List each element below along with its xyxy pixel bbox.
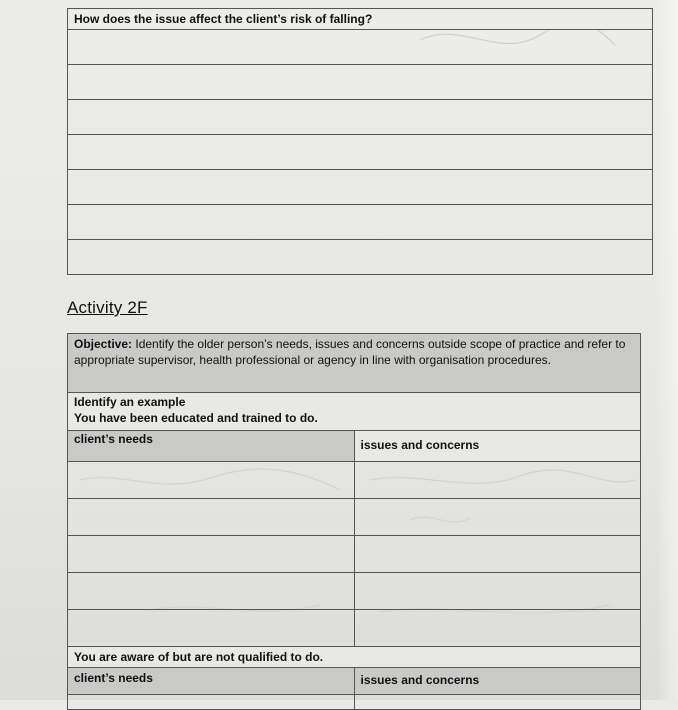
needs-cell[interactable] [68,536,355,573]
fall-risk-table [67,8,653,275]
fall-risk-question: How does the issue affect the client’s risk of falling? [68,9,653,30]
issues-cell[interactable] [354,695,641,710]
objective-label: Objective: [74,337,133,351]
answer-line[interactable] [68,100,653,135]
objective-cell [68,334,641,393]
example-line-2: You have been educated and trained to do. [74,411,318,425]
page-margin [656,0,678,700]
issues-cell[interactable] [354,610,641,647]
answer-line[interactable] [68,30,653,65]
issues-cell[interactable] [354,462,641,499]
example-line-1: Identify an example [74,395,186,409]
answer-line[interactable] [68,240,653,275]
answer-line[interactable] [68,65,653,100]
issues-cell[interactable] [354,573,641,610]
answer-line[interactable] [68,135,653,170]
activity-heading: Activity 2F [67,298,148,317]
activity-table [67,333,641,710]
needs-cell[interactable] [68,462,355,499]
answer-line[interactable] [68,170,653,205]
objective-text: Identify the older person’s needs, issues and concerns outside scope of practice and refer to appropriate supervisor, health professional or agency in line with organisation procedures. [74,337,626,367]
col-header-needs: client’s needs [68,431,355,462]
example-cell [68,393,641,431]
answer-line[interactable] [68,205,653,240]
needs-cell[interactable] [68,610,355,647]
needs-cell[interactable] [68,499,355,536]
needs-cell[interactable] [68,573,355,610]
issues-cell[interactable] [354,499,641,536]
issues-cell[interactable] [354,536,641,573]
col-header-issues: issues and concerns [354,431,641,462]
col-header-issues-2: issues and concerns [354,668,641,695]
col-header-needs-2: client’s needs [68,668,355,695]
needs-cell[interactable] [68,695,355,710]
aware-cell: You are aware of but are not qualified to do. [68,647,641,668]
